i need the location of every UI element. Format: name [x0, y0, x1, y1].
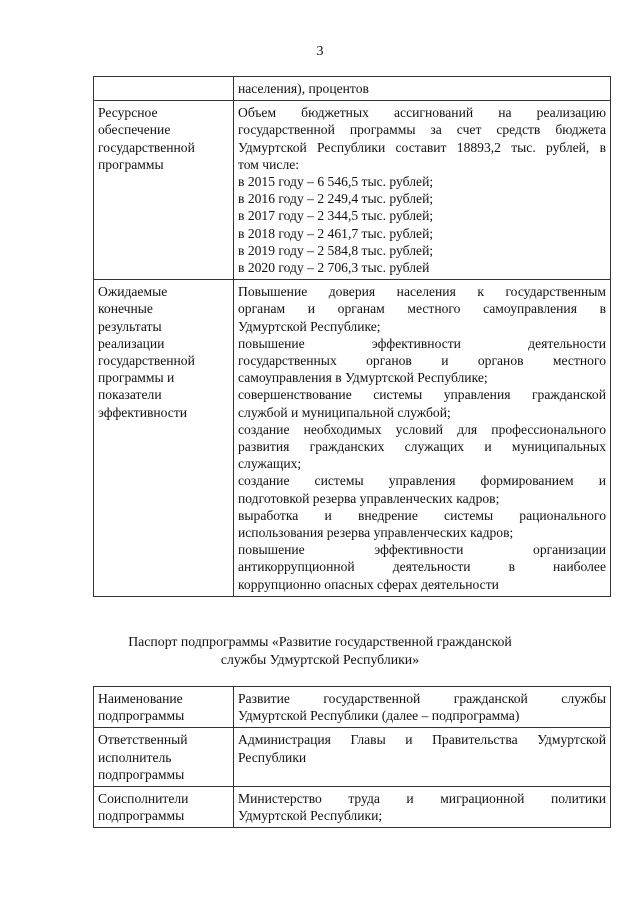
text-line: коррупционно опасных сферах деятельности: [238, 576, 499, 592]
label-line: подпрограммы: [98, 808, 185, 824]
text-line: в 2015 году – 6 546,5 тыс. рублей;: [238, 174, 434, 190]
text-line: в 2020 году – 2 706,3 тыс. рублей: [238, 260, 430, 276]
label-line: Ответственный: [98, 732, 188, 748]
text-line: развития гражданских служащих и муниципальных: [238, 439, 606, 455]
text-line: выработка и внедрение системы рационального: [238, 507, 606, 523]
label-line: исполнитель: [98, 749, 172, 765]
text-line: в 2017 году – 2 344,5 тыс. рублей;: [238, 208, 434, 224]
text-line: Удмуртской Республики составит 18893,2 тыс. рублей, в: [238, 139, 606, 155]
label-line: эффективности: [98, 404, 188, 420]
label-line: подпрограммы: [98, 708, 185, 724]
text-line: создание необходимых условий для профессионального: [238, 421, 606, 437]
text-line: населения), процентов: [238, 81, 369, 96]
row-label-cell: [94, 101, 234, 280]
table-row: [94, 77, 611, 101]
label-line: реализации: [98, 335, 165, 351]
label-line: Соисполнители: [98, 791, 189, 807]
table-row: [94, 101, 611, 280]
row-value-cell: [234, 687, 611, 728]
table-row: [94, 728, 611, 787]
row-value-cell: [234, 787, 611, 828]
program-passport-table: [93, 76, 611, 597]
label-line: программы: [98, 156, 164, 172]
row-label-cell: [94, 77, 234, 101]
row-value-cell: [234, 728, 611, 787]
text-line: создание системы управления формированием и: [238, 473, 606, 489]
text-line: Удмуртской Республики (далее – подпрограмма): [238, 708, 520, 724]
text-line: Удмуртской Республике;: [238, 318, 381, 334]
text-line: Развитие государственной гражданской службы: [238, 691, 606, 706]
row-value-cell: [234, 101, 611, 280]
text-line: Республики: [238, 749, 307, 765]
text-line: том числе:: [238, 156, 300, 172]
text-line: использования резерва управленческих кадров;: [238, 525, 514, 541]
text-line: совершенствование системы управления гражданской: [238, 387, 606, 403]
subprogram-passport-table: [93, 686, 611, 828]
text-line: в 2016 году – 2 249,4 тыс. рублей;: [238, 191, 434, 207]
row-label-cell: [94, 280, 234, 597]
text-line: подготовкой резерва управленческих кадров;: [238, 490, 500, 506]
text-line: повышение эффективности деятельности: [238, 335, 606, 351]
text-line: Удмуртской Республики;: [238, 808, 383, 824]
subprogram-passport-heading: [0, 633, 640, 669]
text-line: Объем бюджетных ассигнований на реализацию: [238, 105, 606, 121]
label-line: Ресурсное: [98, 105, 158, 121]
text-line: в 2018 году – 2 461,7 тыс. рублей;: [238, 225, 434, 241]
label-line: результаты: [98, 318, 162, 334]
label-line: обеспечение: [98, 122, 171, 138]
row-label-cell: [94, 728, 234, 787]
label-line: Наименование: [98, 691, 183, 706]
row-label-cell: [94, 687, 234, 728]
row-value-cell: [234, 280, 611, 597]
text-line: антикоррупционной деятельности в наиболее: [238, 559, 606, 575]
text-line: повышение эффективности организации: [238, 542, 606, 558]
text-line: службой и муниципальной службой;: [238, 404, 451, 420]
table-row: [94, 280, 611, 597]
label-line: подпрограммы: [98, 766, 185, 782]
heading-line: Паспорт подпрограммы «Развитие государственной гражданской: [128, 634, 512, 649]
label-line: показатели: [98, 387, 162, 403]
page-number: 3: [316, 44, 324, 59]
label-line: Ожидаемые: [98, 284, 168, 300]
text-line: государственной программы за счет средств бюджета: [238, 122, 606, 138]
label-line: государственной: [98, 139, 195, 155]
text-line: Повышение доверия населения к государственным: [238, 284, 606, 300]
text-line: служащих;: [238, 456, 302, 472]
text-line: Министерство труда и миграционной политики: [238, 791, 606, 807]
label-line: государственной: [98, 353, 195, 369]
label-line: программы и: [98, 370, 175, 386]
label-line: конечные: [98, 301, 153, 317]
heading-line: службы Удмуртской Республики»: [220, 652, 420, 667]
text-line: органам и органам местного самоуправления в: [238, 301, 606, 317]
text-line: государственных органов и органов местного: [238, 353, 606, 369]
text-line: самоуправления в Удмуртской Республике;: [238, 370, 488, 386]
row-value-cell: [234, 77, 611, 101]
row-label-cell: [94, 787, 234, 828]
table-row: [94, 687, 611, 728]
table-row: [94, 787, 611, 828]
text-line: в 2019 году – 2 584,8 тыс. рублей;: [238, 242, 434, 258]
text-line: Администрация Главы и Правительства Удмуртской: [238, 732, 606, 748]
